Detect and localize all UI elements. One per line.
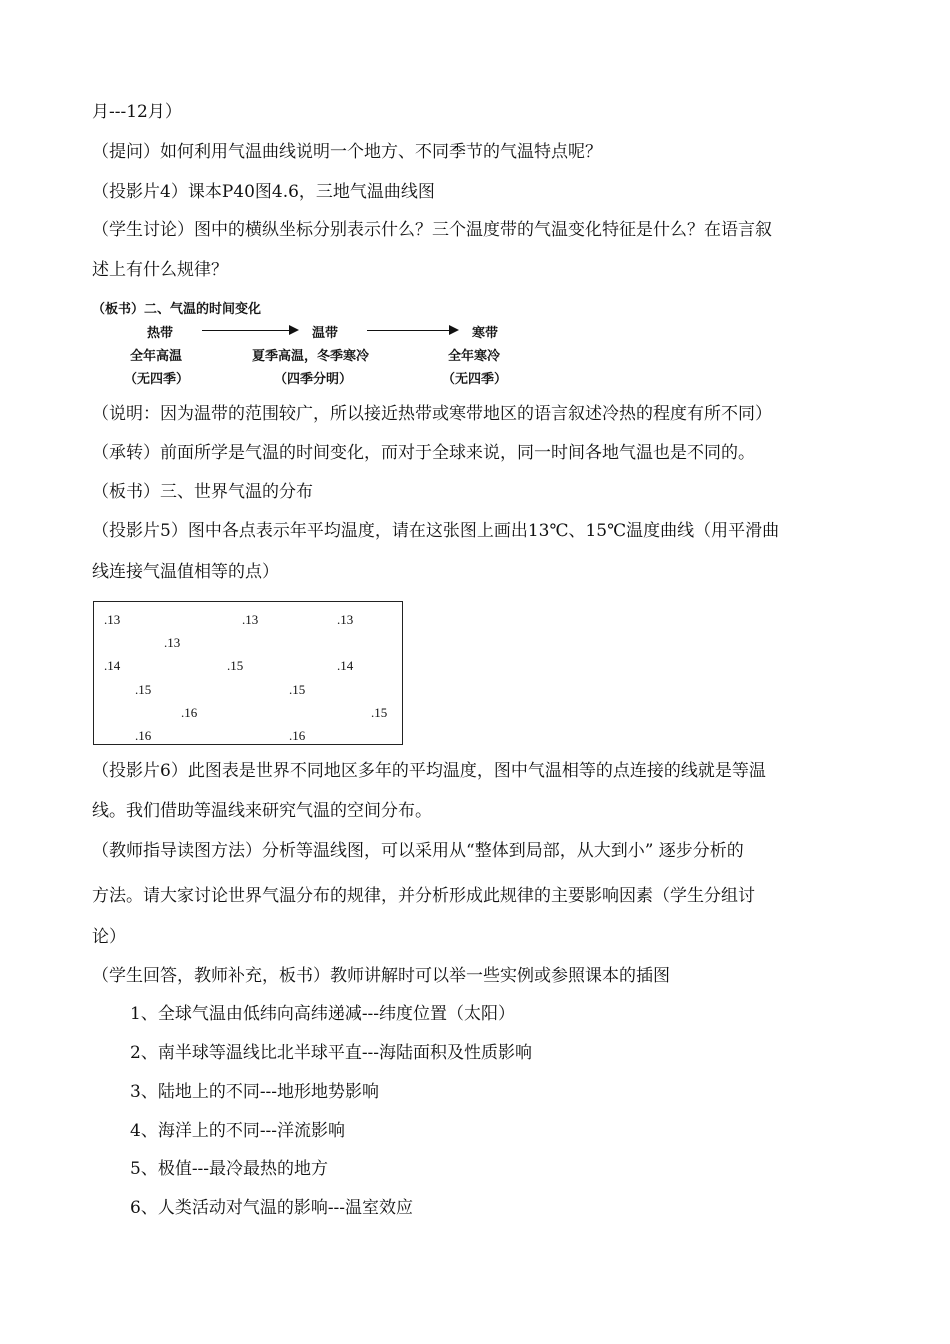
arrow-icon: [202, 330, 297, 331]
list-item: 6、人类活动对气温的影响---温室效应: [130, 1198, 414, 1218]
temperature-point: .14: [104, 658, 121, 673]
list-item: 3、陆地上的不同---地形地势影响: [130, 1082, 380, 1102]
zone-name: 温带: [312, 326, 339, 341]
zone-feature: 夏季高温，冬季寒冷: [252, 349, 370, 364]
text-line: （教师指导读图方法）分析等温线图，可以采用从“整体到局部，从大到小” 逐步分析的: [92, 841, 744, 861]
text-line: 月---12月）: [92, 102, 182, 122]
temperature-point: .16: [135, 728, 152, 743]
text-line: （投影片6）此图表是世界不同地区多年的平均温度，图中气温相等的点连接的线就是等温: [92, 761, 766, 781]
zone-season: （四季分明）: [274, 372, 353, 387]
board-heading: （板书）二、气温的时间变化: [92, 302, 262, 317]
text-line: （承转）前面所学是气温的时间变化，而对于全球来说，同一时间各地气温也是不同的。: [92, 443, 755, 463]
list-item: 2、南半球等温线比北半球平直---海陆面积及性质影响: [130, 1043, 533, 1063]
zone-name: 寒带: [472, 326, 499, 341]
temperature-point: .15: [227, 658, 244, 673]
text-line: （学生讨论）图中的横纵坐标分别表示什么？三个温度带的气温变化特征是什么？在语言叙: [92, 220, 772, 240]
text-line: （学生回答，教师补充，板书）教师讲解时可以举一些实例或参照课本的插图: [92, 966, 670, 986]
text-line: （说明：因为温带的范围较广，所以接近热带或寒带地区的语言叙述冷热的程度有所不同）: [92, 404, 772, 424]
temperature-point: .14: [337, 658, 354, 673]
temperature-point: .15: [135, 682, 152, 697]
text-line: （提问）如何利用气温曲线说明一个地方、不同季节的气温特点呢？: [92, 142, 602, 162]
temperature-point: .13: [242, 612, 259, 627]
text-line: 方法。请大家讨论世界气温分布的规律，并分析形成此规律的主要影响因素（学生分组讨: [92, 886, 755, 906]
zone-feature: 全年寒冷: [448, 349, 501, 364]
temperature-point: .13: [164, 635, 181, 650]
text-line: 述上有什么规律？: [92, 260, 228, 280]
temperature-point: .13: [337, 612, 354, 627]
text-line: （板书）三、世界气温的分布: [92, 482, 313, 502]
zone-name: 热带: [147, 326, 174, 341]
list-item: 5、极值---最冷最热的地方: [130, 1159, 329, 1179]
zone-season: （无四季）: [442, 372, 508, 387]
temperature-point-map: [93, 601, 403, 745]
text-line: 线。我们借助等温线来研究气温的空间分布。: [92, 801, 432, 821]
zone-season: （无四季）: [124, 372, 190, 387]
temperature-point: .15: [289, 682, 306, 697]
temperature-point: .16: [289, 728, 306, 743]
zone-feature: 全年高温: [130, 349, 183, 364]
text-line: 线连接气温值相等的点）: [92, 562, 279, 582]
temperature-point: .15: [371, 705, 388, 720]
temperature-point: .13: [104, 612, 121, 627]
text-line: 论）: [92, 927, 126, 947]
text-line: （投影片5）图中各点表示年平均温度，请在这张图上画出13℃、15℃温度曲线（用平滑曲: [92, 521, 780, 541]
list-item: 1、全球气温由低纬向高纬递减---纬度位置（太阳）: [130, 1004, 516, 1024]
arrow-icon: [367, 330, 457, 331]
temperature-zone-diagram: [92, 298, 552, 388]
text-line: （投影片4）课本P40图4.6，三地气温曲线图: [92, 182, 435, 202]
list-item: 4、海洋上的不同---洋流影响: [130, 1121, 346, 1141]
temperature-point: .16: [181, 705, 198, 720]
